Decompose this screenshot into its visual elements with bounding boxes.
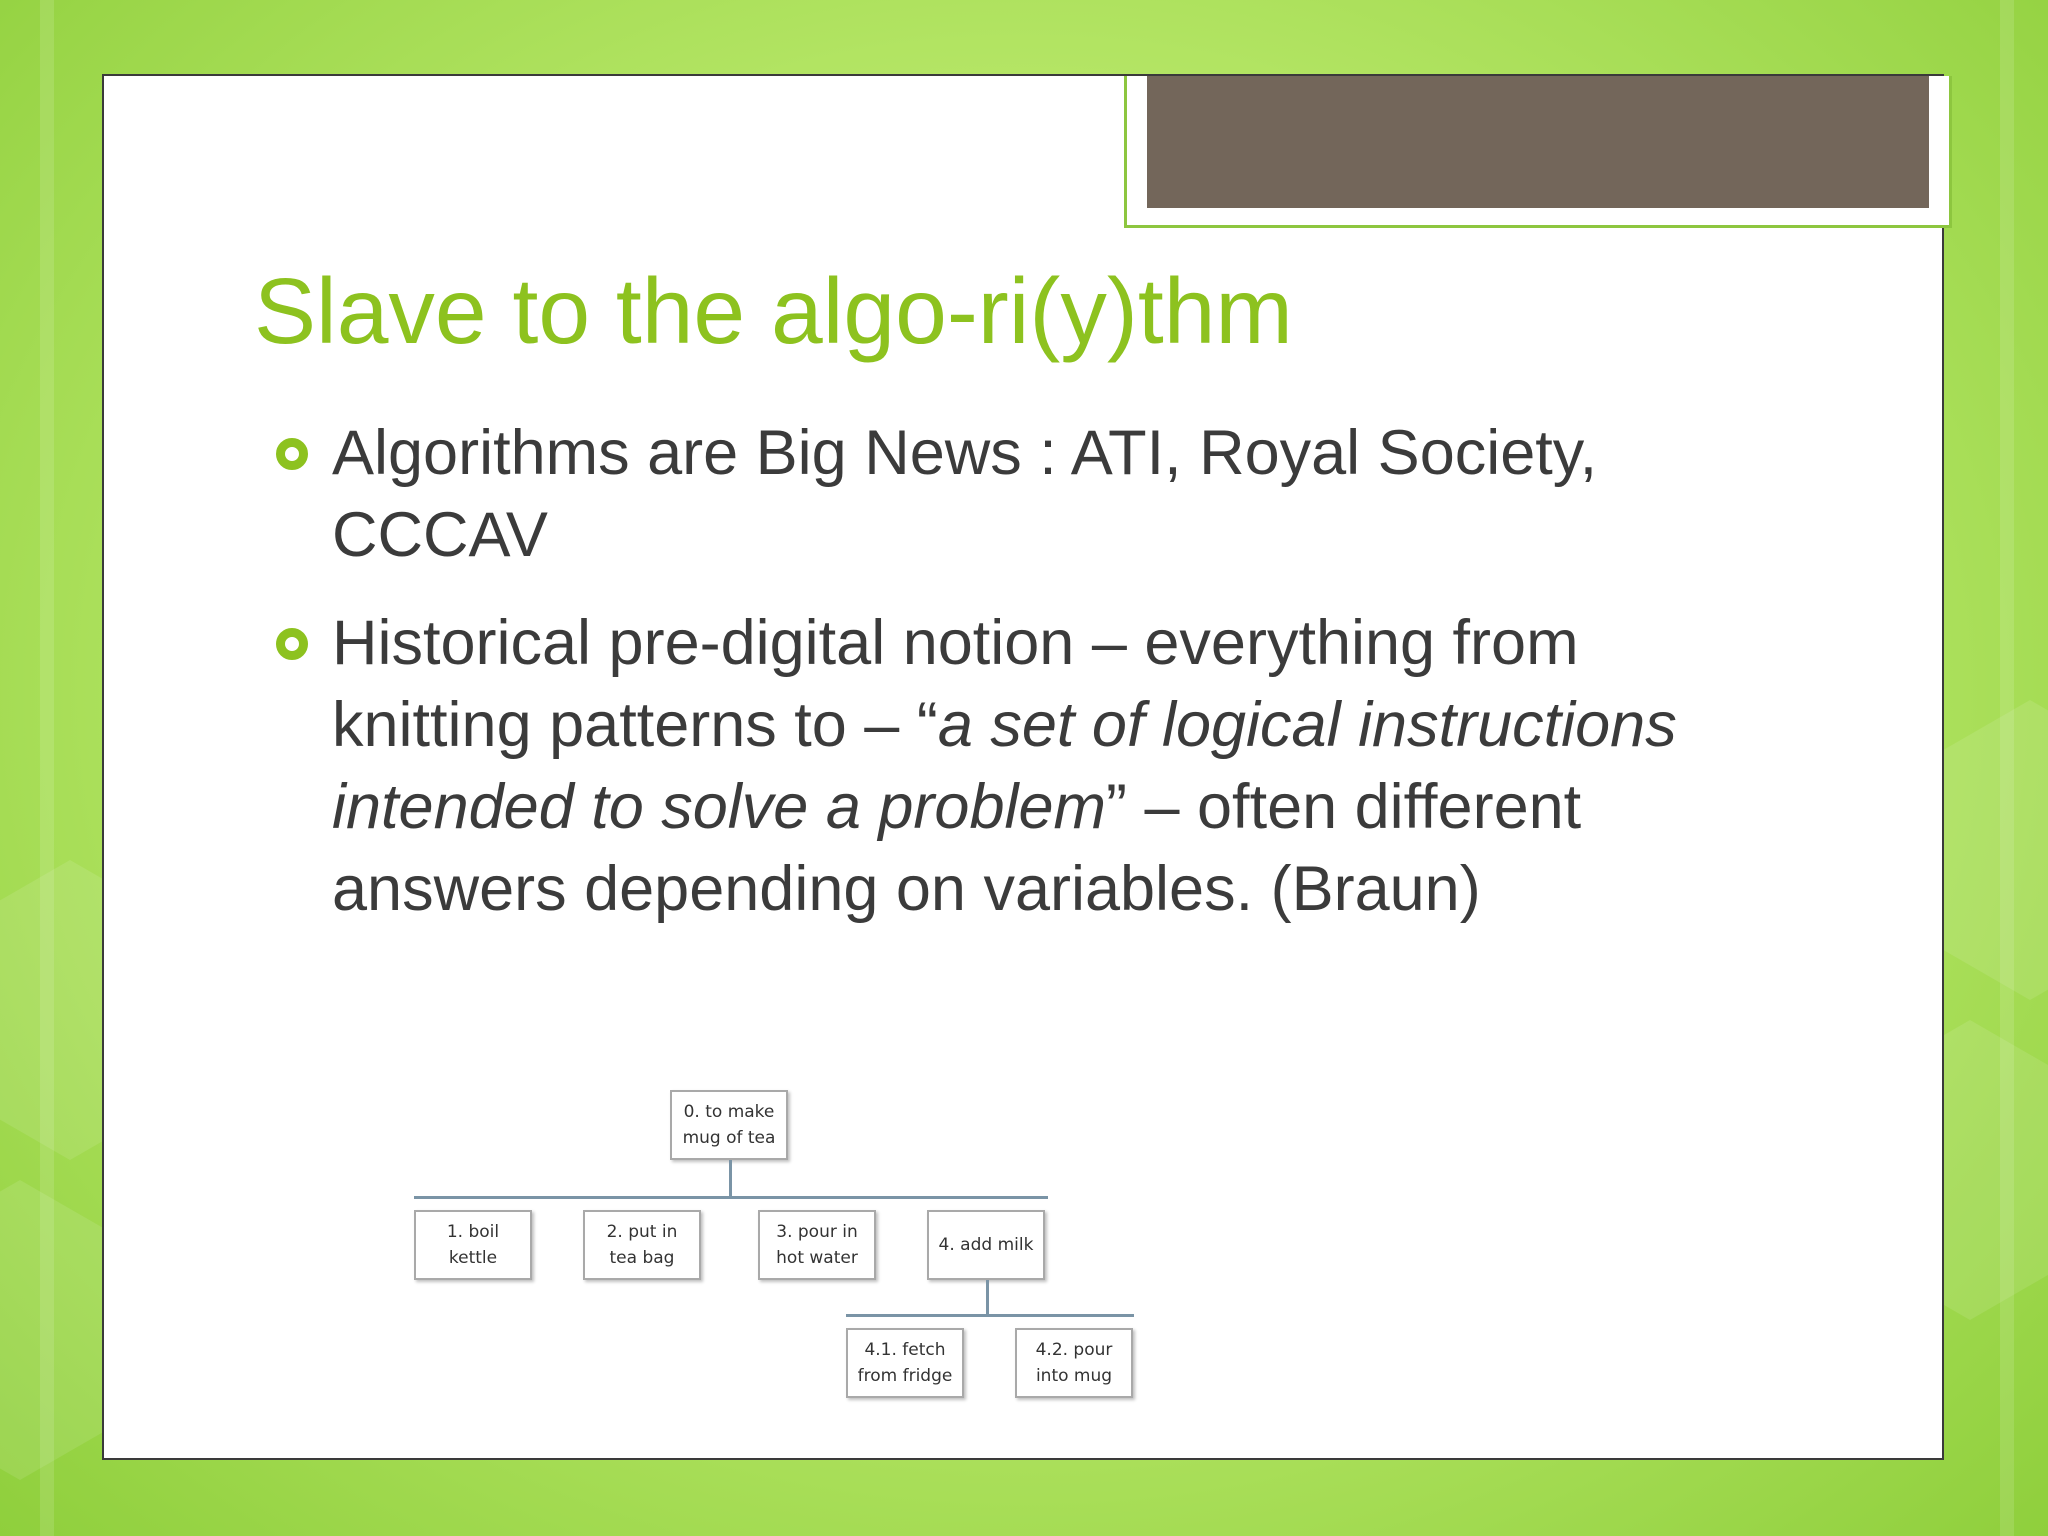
slide-title: Slave to the algo-ri(y)thm bbox=[254, 259, 1293, 363]
bullet-item bbox=[276, 412, 1736, 576]
bullet-text: Algorithms are Big News : ATI, Royal Society, CCCAV bbox=[332, 418, 1598, 570]
diagram-step-node: 4. add milk bbox=[927, 1210, 1045, 1280]
diagram-substep-node: 4.2. pour into mug bbox=[1015, 1328, 1133, 1398]
bullet-list bbox=[276, 412, 1736, 956]
bullet-quote: a set of logical instructions intended to solve a problem bbox=[332, 690, 1677, 842]
diagram-substep-node: 4.1. fetch from fridge bbox=[846, 1328, 964, 1398]
connector bbox=[846, 1314, 1134, 1317]
diagram-step-node: 2. put in tea bag bbox=[583, 1210, 701, 1280]
diagram-root-node: 0. to make mug of tea bbox=[670, 1090, 788, 1160]
diagram-step-node: 1. boil kettle bbox=[414, 1210, 532, 1280]
connector bbox=[986, 1280, 989, 1316]
bullet-text: Historical pre-digital notion – everything from knitting patterns to – “ bbox=[332, 608, 1579, 760]
connector bbox=[414, 1196, 1048, 1199]
bullet-text: ” – often different answers depending on variables. (Braun) bbox=[332, 772, 1582, 924]
connector bbox=[729, 1160, 732, 1198]
header-tab-panel bbox=[1147, 76, 1929, 208]
bullet-ring-icon bbox=[276, 628, 308, 660]
header-tab bbox=[1124, 76, 1952, 228]
tea-algorithm-diagram bbox=[400, 1080, 1160, 1420]
bullet-ring-icon bbox=[276, 438, 308, 470]
diagram-step-node: 3. pour in hot water bbox=[758, 1210, 876, 1280]
bullet-item bbox=[276, 602, 1736, 930]
